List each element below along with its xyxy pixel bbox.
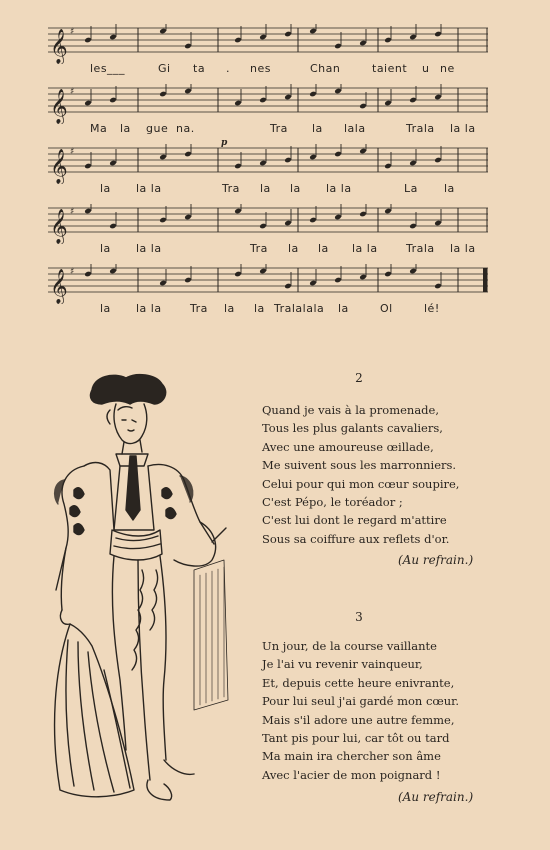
lyric-syllable: Tra — [270, 122, 288, 135]
lyric-syllable: la la — [352, 242, 378, 255]
toreador-illustration — [44, 370, 234, 820]
sharp-icon: ♯ — [70, 87, 75, 97]
lyric-syllable: La — [404, 182, 418, 195]
lyric-line — [48, 242, 488, 258]
verse-line: Tant pis pour lui, car tôt ou tard — [262, 731, 450, 746]
lyric-syllable: la — [444, 182, 455, 195]
lyric-syllable: ta — [193, 62, 206, 75]
lyric-syllable: Tra — [222, 182, 240, 195]
lyric-syllable: ne — [440, 62, 455, 75]
lyric-syllable: la la — [326, 182, 352, 195]
sharp-icon: ♯ — [70, 27, 75, 37]
music-system — [48, 138, 488, 198]
verse-line: Mais s'il adore une autre femme, — [262, 712, 455, 727]
lyric-syllable: Tra — [250, 242, 268, 255]
lyric-syllable: la — [338, 302, 349, 315]
lyric-line — [48, 122, 488, 138]
lyric-syllable: la la — [136, 302, 162, 315]
lyric-syllable: la — [100, 302, 111, 315]
lyric-syllable: la — [312, 122, 323, 135]
sharp-icon: ♯ — [70, 207, 75, 217]
lyric-syllable: la la — [136, 182, 162, 195]
verse-line: Tous les plus galants cavaliers, — [262, 421, 443, 436]
lyric-syllable: gue — [146, 122, 169, 135]
music-staff — [48, 204, 488, 244]
lyric-syllable: la la — [136, 242, 162, 255]
lyric-syllable: la — [100, 182, 111, 195]
lyric-syllable: Tra — [190, 302, 208, 315]
lyric-line — [48, 62, 488, 78]
verse-number: 2 — [355, 371, 363, 385]
music-system — [48, 18, 488, 78]
lyric-syllable: la — [254, 302, 265, 315]
lyric-syllable: Trala — [406, 242, 435, 255]
verse-line: C'est lui dont le regard m'attire — [262, 513, 447, 528]
lyric-syllable: u — [422, 62, 430, 75]
verse-line: Un jour, de la course vaillante — [262, 639, 437, 653]
music-staff — [48, 24, 488, 64]
lyric-syllable: la la — [450, 122, 476, 135]
final-barline — [483, 268, 487, 292]
verse-line: Quand je vais à la promenade, — [262, 403, 440, 417]
dynamic-mark: p — [221, 138, 228, 148]
lyric-syllable: la la — [450, 242, 476, 255]
sharp-icon: ♯ — [70, 267, 75, 277]
verse-3 — [262, 637, 459, 784]
lyric-syllable: la — [120, 122, 131, 135]
verse-2 — [262, 401, 459, 548]
lyric-syllable: . — [226, 62, 230, 75]
lyric-line — [48, 302, 488, 318]
music-system — [48, 258, 488, 318]
lyric-syllable: Ol — [380, 302, 393, 315]
verse-line: Ma main ira chercher son âme — [262, 749, 441, 764]
lyric-syllable: lala — [344, 122, 366, 135]
refrain-note: (Au refrain.) — [398, 790, 474, 804]
lyric-syllable: la — [318, 242, 329, 255]
verse-line: Me suivent sous les marronniers. — [262, 458, 457, 473]
treble-clef-icon: 𝄞 — [50, 149, 68, 184]
music-staff — [48, 84, 488, 124]
lyric-syllable: Ma — [90, 122, 108, 135]
verse-line: C'est Pépo, le toréador ; — [262, 495, 403, 510]
verse-line: Avec l'acier de mon poignard ! — [262, 767, 441, 782]
lyric-syllable: la — [100, 242, 111, 255]
verse-line: Avec une amoureuse œillade, — [262, 439, 434, 454]
lyric-syllable: lé! — [424, 302, 440, 315]
music-staff — [48, 144, 488, 184]
lyric-line — [48, 182, 488, 198]
music-system — [48, 198, 488, 258]
verse-line: Je l'ai vu revenir vainqueur, — [262, 657, 423, 672]
verse-number: 3 — [355, 610, 363, 624]
sharp-icon: ♯ — [70, 147, 75, 157]
lyric-syllable: la — [290, 182, 301, 195]
treble-clef-icon: 𝄞 — [50, 29, 68, 64]
treble-clef-icon: 𝄞 — [50, 269, 68, 304]
lyric-syllable: la — [260, 182, 271, 195]
music-system — [48, 78, 488, 138]
lyric-syllable: les___ — [90, 62, 126, 75]
lyric-syllable: na. — [176, 122, 195, 135]
music-staff — [48, 264, 488, 304]
verse-line: Pour lui seul j'ai gardé mon cœur. — [262, 694, 460, 709]
lyric-syllable: Gi — [158, 62, 171, 75]
treble-clef-icon: 𝄞 — [50, 89, 68, 124]
verse-line: Et, depuis cette heure enivrante, — [262, 675, 455, 690]
lyric-syllable: la — [288, 242, 299, 255]
lyric-syllable: taient — [372, 62, 408, 75]
lyric-syllable: Chan — [310, 62, 341, 75]
treble-clef-icon: 𝄞 — [50, 209, 68, 244]
lyric-syllable: la — [224, 302, 235, 315]
lyric-syllable: nes — [250, 62, 271, 75]
lyric-syllable: Tralalala — [274, 302, 325, 315]
sheet-music — [48, 18, 488, 318]
verse-line: Sous sa coiffure aux reflets d'or. — [262, 531, 450, 546]
verse-line: Celui pour qui mon cœur soupire, — [262, 476, 460, 491]
lyric-syllable: Trala — [406, 122, 435, 135]
refrain-note: (Au refrain.) — [398, 553, 474, 567]
